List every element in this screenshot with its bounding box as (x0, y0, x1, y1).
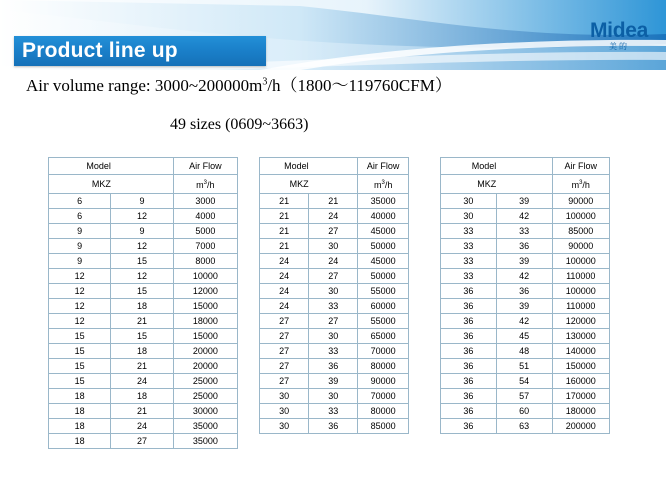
cell-air-flow: 50000 (358, 269, 409, 284)
header-cell-model-left: Model (441, 158, 497, 175)
cell-model-width: 36 (441, 404, 497, 419)
table-row (260, 194, 409, 209)
cell-air-flow: 80000 (358, 359, 409, 374)
cell-air-flow: 110000 (552, 299, 609, 314)
cell-model-width: 36 (441, 314, 497, 329)
page-title: Product line up (22, 39, 178, 62)
cell-model-height: 54 (496, 374, 552, 389)
cell-air-flow: 90000 (552, 194, 609, 209)
cell-air-flow: 170000 (552, 389, 609, 404)
cell-model-width: 33 (441, 269, 497, 284)
cell-model-width: 12 (49, 269, 111, 284)
cell-model-width: 36 (441, 359, 497, 374)
cell-model-height: 42 (496, 269, 552, 284)
header-cell-model-left: Model (260, 158, 309, 175)
header-cell-unit: $m^3/h$ (358, 175, 409, 194)
table-row (441, 269, 610, 284)
cell-model-height: 39 (496, 254, 552, 269)
cell-air-flow: 140000 (552, 344, 609, 359)
table-row (49, 209, 238, 224)
table-row (260, 269, 409, 284)
cell-air-flow: 25000 (173, 374, 237, 389)
table-row (441, 224, 610, 239)
table-header-row-top (49, 158, 238, 175)
header-cell-model-left: Model (49, 158, 111, 175)
cell-model-height: 30 (309, 329, 358, 344)
header-cell-model (111, 158, 173, 175)
table-row (441, 389, 610, 404)
cell-model-height: 24 (111, 419, 173, 434)
cell-air-flow: 45000 (358, 254, 409, 269)
air-volume-range-text (26, 71, 452, 96)
cell-air-flow: 3000 (173, 194, 237, 209)
cell-model-height: 21 (111, 359, 173, 374)
cell-model-height: 30 (309, 389, 358, 404)
cell-model-height: 24 (309, 254, 358, 269)
table-row (441, 329, 610, 344)
cell-model-height: 60 (496, 404, 552, 419)
table-row (260, 389, 409, 404)
cell-model-height: 21 (111, 314, 173, 329)
table-row (260, 239, 409, 254)
cell-model-height: 30 (309, 239, 358, 254)
cell-model-width: 30 (441, 209, 497, 224)
cell-air-flow: 85000 (552, 224, 609, 239)
table-row (49, 194, 238, 209)
table-row (49, 344, 238, 359)
table-row (441, 194, 610, 209)
cell-air-flow: 160000 (552, 374, 609, 389)
table-row (441, 209, 610, 224)
cell-model-width: 15 (49, 344, 111, 359)
cell-air-flow: 70000 (358, 344, 409, 359)
cell-model-height: 33 (309, 344, 358, 359)
cell-air-flow: 5000 (173, 224, 237, 239)
cell-air-flow: 4000 (173, 209, 237, 224)
cell-model-height: 21 (111, 404, 173, 419)
table-row (49, 434, 238, 449)
air-volume-suffix: /h（1800～119760CFM） (267, 76, 452, 95)
cell-model-width: 33 (441, 239, 497, 254)
cell-model-height: 9 (111, 224, 173, 239)
cell-model-height: 57 (496, 389, 552, 404)
cell-model-width: 33 (441, 224, 497, 239)
cell-model-width: 27 (260, 359, 309, 374)
header-cell-airflow: Air Flow (173, 158, 237, 175)
cell-model-width: 12 (49, 299, 111, 314)
cell-air-flow: 100000 (552, 209, 609, 224)
cell-model-width: 6 (49, 194, 111, 209)
header-cell-mkz-right (496, 175, 552, 194)
cell-model-width: 30 (260, 419, 309, 434)
cell-model-width: 12 (49, 284, 111, 299)
cell-model-height: 48 (496, 344, 552, 359)
cell-model-width: 21 (260, 224, 309, 239)
cell-model-height: 42 (496, 314, 552, 329)
cell-model-height: 36 (496, 284, 552, 299)
cell-model-width: 21 (260, 209, 309, 224)
cell-model-width: 24 (260, 269, 309, 284)
table-row (441, 284, 610, 299)
cell-model-width: 18 (49, 434, 111, 449)
cell-air-flow: 150000 (552, 359, 609, 374)
cell-model-width: 18 (49, 389, 111, 404)
model-airflow-table-3 (440, 157, 610, 434)
cell-model-height: 33 (496, 224, 552, 239)
cell-model-height: 33 (309, 404, 358, 419)
cell-model-width: 27 (260, 314, 309, 329)
header-cell-mkz-left: MKZ (260, 175, 309, 194)
logo-chinese-name: 美的 (608, 42, 629, 51)
cell-air-flow: 35000 (173, 419, 237, 434)
cell-air-flow: 35000 (358, 194, 409, 209)
brand-logo (590, 20, 648, 52)
cell-model-width: 24 (260, 284, 309, 299)
cell-model-width: 30 (441, 194, 497, 209)
cell-model-height: 39 (309, 374, 358, 389)
cell-air-flow: 15000 (173, 329, 237, 344)
cell-model-height: 27 (309, 224, 358, 239)
cell-air-flow: 85000 (358, 419, 409, 434)
table-row (49, 419, 238, 434)
table-row (49, 329, 238, 344)
cell-model-height: 30 (309, 284, 358, 299)
cell-air-flow: 55000 (358, 284, 409, 299)
cell-air-flow: 20000 (173, 344, 237, 359)
cell-air-flow: 80000 (358, 404, 409, 419)
cell-air-flow: 90000 (552, 239, 609, 254)
cell-model-height: 39 (496, 194, 552, 209)
cell-air-flow: 130000 (552, 329, 609, 344)
cell-model-height: 24 (111, 374, 173, 389)
table-header-row-sub (49, 175, 238, 194)
model-airflow-table-2 (259, 157, 409, 434)
cell-air-flow: 50000 (358, 239, 409, 254)
table-row (260, 344, 409, 359)
cell-model-width: 24 (260, 299, 309, 314)
cell-model-height: 12 (111, 209, 173, 224)
cell-air-flow: 35000 (173, 434, 237, 449)
table-row (260, 374, 409, 389)
cell-model-width: 18 (49, 404, 111, 419)
cell-air-flow: 45000 (358, 224, 409, 239)
cell-model-width: 33 (441, 254, 497, 269)
table-row (260, 419, 409, 434)
cell-model-height: 12 (111, 269, 173, 284)
header-cell-mkz-left: MKZ (49, 175, 111, 194)
cell-model-height: 18 (111, 389, 173, 404)
table-row (441, 254, 610, 269)
cell-air-flow: 60000 (358, 299, 409, 314)
cell-model-height: 39 (496, 299, 552, 314)
cell-model-width: 30 (260, 404, 309, 419)
cell-air-flow: 90000 (358, 374, 409, 389)
table-3-body (441, 158, 610, 434)
cell-model-width: 18 (49, 419, 111, 434)
cell-model-height: 15 (111, 284, 173, 299)
table-row (260, 404, 409, 419)
cell-model-width: 21 (260, 194, 309, 209)
table-row (49, 284, 238, 299)
cell-model-height: 63 (496, 419, 552, 434)
table-row (441, 314, 610, 329)
cell-air-flow: 7000 (173, 239, 237, 254)
cell-model-width: 27 (260, 329, 309, 344)
cell-model-width: 15 (49, 374, 111, 389)
table-row (49, 389, 238, 404)
header-cell-model (309, 158, 358, 175)
cell-model-height: 18 (111, 299, 173, 314)
table-row (441, 359, 610, 374)
cell-model-width: 24 (260, 254, 309, 269)
table-row (49, 314, 238, 329)
cell-model-width: 6 (49, 209, 111, 224)
table-row (260, 284, 409, 299)
header-cell-airflow: Air Flow (552, 158, 609, 175)
header-cell-mkz-right (309, 175, 358, 194)
table-row (49, 299, 238, 314)
cell-model-width: 12 (49, 314, 111, 329)
table-header-row-top (260, 158, 409, 175)
cell-air-flow: 15000 (173, 299, 237, 314)
cell-air-flow: 40000 (358, 209, 409, 224)
header-cell-mkz-left: MKZ (441, 175, 497, 194)
table-row (260, 209, 409, 224)
table-row (49, 269, 238, 284)
table-1-body (49, 158, 238, 449)
table-row (49, 239, 238, 254)
cell-model-height: 27 (111, 434, 173, 449)
table-row (441, 299, 610, 314)
header-cell-unit: $m^3/h$ (552, 175, 609, 194)
table-header-row-sub (441, 175, 610, 194)
cell-model-width: 36 (441, 284, 497, 299)
cell-air-flow: 65000 (358, 329, 409, 344)
cell-model-height: 36 (309, 359, 358, 374)
cell-air-flow: 8000 (173, 254, 237, 269)
cell-model-width: 9 (49, 239, 111, 254)
cell-model-height: 36 (309, 419, 358, 434)
cell-air-flow: 55000 (358, 314, 409, 329)
header-cell-model (496, 158, 552, 175)
cell-air-flow: 100000 (552, 284, 609, 299)
cell-air-flow: 100000 (552, 254, 609, 269)
table-row (441, 374, 610, 389)
cell-air-flow: 25000 (173, 389, 237, 404)
table-row (441, 344, 610, 359)
cell-air-flow: 70000 (358, 389, 409, 404)
cell-model-width: 36 (441, 329, 497, 344)
cell-model-width: 36 (441, 299, 497, 314)
cell-model-height: 18 (111, 344, 173, 359)
table-row (49, 404, 238, 419)
air-volume-superscript: 3 (262, 76, 268, 88)
table-row (441, 239, 610, 254)
cell-model-width: 27 (260, 344, 309, 359)
cell-model-width: 36 (441, 389, 497, 404)
model-airflow-table-1 (48, 157, 238, 449)
table-row (260, 359, 409, 374)
table-header-row-sub (260, 175, 409, 194)
cell-air-flow: 120000 (552, 314, 609, 329)
cell-air-flow: 110000 (552, 269, 609, 284)
cell-air-flow: 200000 (552, 419, 609, 434)
table-header-row-top (441, 158, 610, 175)
cell-model-width: 15 (49, 359, 111, 374)
table-row (260, 254, 409, 269)
cell-model-height: 9 (111, 194, 173, 209)
table-2-body (260, 158, 409, 434)
sizes-note: 49 sizes (0609~3663) (170, 116, 309, 133)
cell-model-width: 30 (260, 389, 309, 404)
header-cell-unit: $m^3/h$ (173, 175, 237, 194)
cell-model-height: 33 (309, 299, 358, 314)
cell-model-height: 42 (496, 209, 552, 224)
cell-model-width: 9 (49, 254, 111, 269)
cell-model-width: 27 (260, 374, 309, 389)
cell-air-flow: 20000 (173, 359, 237, 374)
cell-model-height: 45 (496, 329, 552, 344)
table-row (260, 224, 409, 239)
cell-model-width: 36 (441, 419, 497, 434)
table-row (49, 359, 238, 374)
cell-air-flow: 10000 (173, 269, 237, 284)
cell-model-width: 36 (441, 344, 497, 359)
cell-model-height: 27 (309, 269, 358, 284)
cell-model-height: 51 (496, 359, 552, 374)
cell-air-flow: 30000 (173, 404, 237, 419)
cell-model-height: 15 (111, 254, 173, 269)
cell-air-flow: 180000 (552, 404, 609, 419)
cell-model-height: 27 (309, 314, 358, 329)
header-cell-airflow: Air Flow (358, 158, 409, 175)
cell-model-height: 36 (496, 239, 552, 254)
cell-model-height: 15 (111, 329, 173, 344)
cell-model-height: 12 (111, 239, 173, 254)
table-row (49, 254, 238, 269)
table-row (260, 314, 409, 329)
cell-model-height: 24 (309, 209, 358, 224)
air-volume-prefix: Air volume range: 3000~200000m (26, 76, 263, 95)
cell-model-height: 21 (309, 194, 358, 209)
logo-wordmark: Midea (589, 19, 648, 42)
cell-air-flow: 12000 (173, 284, 237, 299)
table-row (49, 224, 238, 239)
table-row (441, 404, 610, 419)
cell-model-width: 15 (49, 329, 111, 344)
cell-model-width: 36 (441, 374, 497, 389)
header-cell-mkz-right (111, 175, 173, 194)
table-row (260, 299, 409, 314)
table-row (49, 374, 238, 389)
table-row (441, 419, 610, 434)
table-row (260, 329, 409, 344)
cell-air-flow: 18000 (173, 314, 237, 329)
cell-model-width: 9 (49, 224, 111, 239)
cell-model-width: 21 (260, 239, 309, 254)
